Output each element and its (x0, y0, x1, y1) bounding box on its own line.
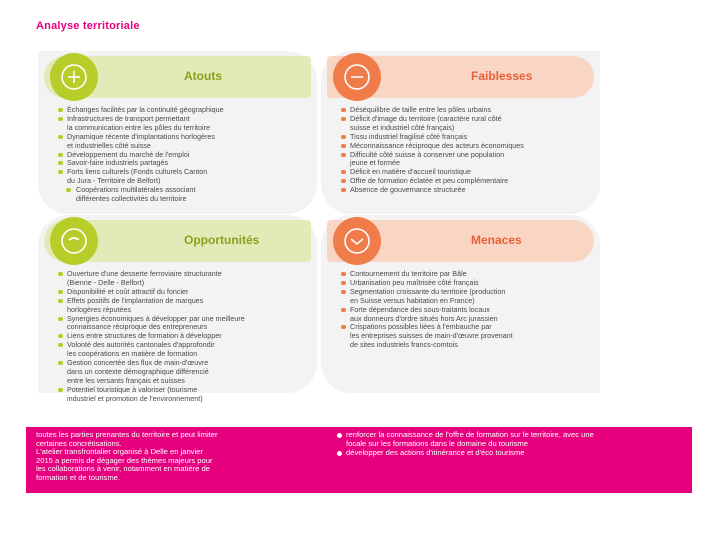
list-item: Forte dépendance des sous-traitants locaux (341, 306, 590, 314)
list-item: Développement du marché de l'emploi (58, 151, 307, 159)
list-item: (Bienne - Delle - Belfort) (67, 277, 145, 287)
faiblesses-panel (321, 51, 600, 214)
list-item: dans un contexte démographique différencié (67, 366, 209, 376)
list-item: Potentiel touristique à valoriser (tourisme (58, 386, 307, 394)
list-item: développer des actions d'itinérance et d'éco tourisme (337, 449, 607, 458)
list-item: Disponibilité et coût attractif du foncier (58, 288, 307, 296)
paragraph-line: L'atelier transfrontalier organisé à Delle en janvier (36, 447, 203, 457)
opportunites-panel (38, 215, 317, 403)
list-item: Déficit d'image du territoire (caractère rural côté (341, 115, 590, 123)
list-item: en Suisse versus habitation en France) (350, 295, 475, 305)
smile-icon (60, 227, 88, 255)
list-item: entre les versants français et suisses (67, 375, 185, 385)
list-item: horlogères réputées (67, 304, 131, 314)
bullet-icon (337, 433, 342, 438)
list-item: Urbanisation peu maîtrisée côté français (341, 279, 590, 287)
list-item: Dynamique récente d'implantations horlogères (58, 133, 307, 141)
paragraph-line: les collaborations à venir, notamment en matière de (36, 464, 210, 474)
list-subitem: différentes collectivités du territoire (76, 194, 187, 204)
list-item: connaissance réciproque des entrepreneurs (67, 322, 208, 332)
opportunites-list (38, 270, 317, 403)
list-item: Gestion concertée des flux de main-d'œuvre (58, 359, 307, 367)
list-item: Absence de gouvernance structurée (341, 186, 590, 194)
faiblesses-badge (333, 53, 381, 101)
paragraph-line: formation et de tourisme. (36, 472, 120, 482)
list-item: Déséquilibre de taille entre les pôles urbains (341, 106, 590, 114)
list-item: Forts liens culturels (Fonds culturels Canton (58, 168, 307, 176)
minus-icon (343, 63, 371, 91)
list-item: Ouverture d'une desserte ferroviaire structurante (58, 270, 307, 278)
list-item: Segmentation croissante du territoire (production (341, 288, 590, 296)
list-item: Échanges facilités par la continuité géographique (58, 106, 307, 114)
list-subitem: Coopérations multilatérales associant (58, 186, 307, 194)
menaces-header (327, 220, 594, 262)
list-item: Difficulté côté suisse à conserver une population (341, 151, 590, 159)
list-item: jeune et formée (350, 158, 400, 168)
paragraph-line: toutes les parties prenantes du territoire et peut limiter (36, 430, 218, 439)
menaces-badge (333, 217, 381, 265)
bullet-icon (337, 451, 342, 456)
list-item: du Jura - Territoire de Belfort) (67, 176, 161, 186)
list-item: et industrielles côté suisse (67, 140, 151, 150)
footer-band-left (36, 431, 306, 483)
list-item: Volonté des autorités cantonales d'approfondir (58, 341, 307, 349)
list-item: les coopérations en matière de formation (67, 349, 198, 359)
opportunites-badge (50, 217, 98, 265)
faiblesses-title: Faiblesses (471, 69, 533, 83)
menaces-list (321, 270, 600, 350)
list-item: Liens entre structures de formation à développer (58, 332, 307, 340)
list-item: les entreprises suisses de main-d'œuvre provenant (350, 331, 513, 341)
menaces-panel (321, 215, 600, 393)
faiblesses-list (321, 106, 600, 195)
menaces-title: Menaces (471, 233, 522, 247)
atouts-panel (38, 51, 317, 214)
opportunites-title: Opportunités (184, 233, 260, 247)
atouts-header (44, 56, 311, 98)
faiblesses-header (327, 56, 594, 98)
atouts-list (38, 106, 317, 203)
list-item: Effets positifs de l'implantation de marques (58, 297, 307, 305)
list-item: suisse et industriel côté français) (350, 122, 455, 132)
list-item: renforcer la connaissance de l'offre de formation sur le territoire, avec une focale sur les formations dans le domaine du tourisme (337, 431, 607, 448)
list-item: Tissu industriel fragilisé côté français (341, 133, 590, 141)
chevron-down-icon (343, 227, 371, 255)
list-item: Savoir-faire industriels partagés (58, 159, 307, 167)
opportunites-header (44, 220, 311, 262)
list-item: de sites industriels francs-comtois (350, 340, 458, 350)
atouts-badge (50, 53, 98, 101)
list-item: industriel et promotion de l'environnement) (67, 393, 203, 403)
atouts-title: Atouts (184, 69, 222, 83)
list-item: Méconnaissance réciproque des acteurs économiques (341, 142, 590, 150)
paragraph-line: certaines concrétisations. (36, 438, 122, 448)
footer-band (26, 427, 692, 493)
list-item: la communication entre les pôles du territoire (67, 122, 211, 132)
list-item: aux donneurs d'ordre situés hors Arc jurassien (350, 313, 498, 323)
page-title: Analyse territoriale (36, 20, 140, 32)
list-item: Contournement du territoire par Bâle (341, 270, 590, 278)
plus-icon (60, 63, 88, 91)
footer-band-right (337, 431, 607, 459)
list-item: Crispations possibles liées à l'embauche par (341, 323, 590, 331)
list-item: Offre de formation éclatée et peu complémentaire (341, 177, 590, 185)
paragraph-line: 2015 a permis de dégager des thèmes majeurs pour (36, 455, 213, 465)
list-item: Infrastructures de transport permettant (58, 115, 307, 123)
list-item: Déficit en matière d'accueil touristique (341, 168, 590, 176)
list-item: Synergies économiques à développer par une meilleure (58, 315, 307, 323)
